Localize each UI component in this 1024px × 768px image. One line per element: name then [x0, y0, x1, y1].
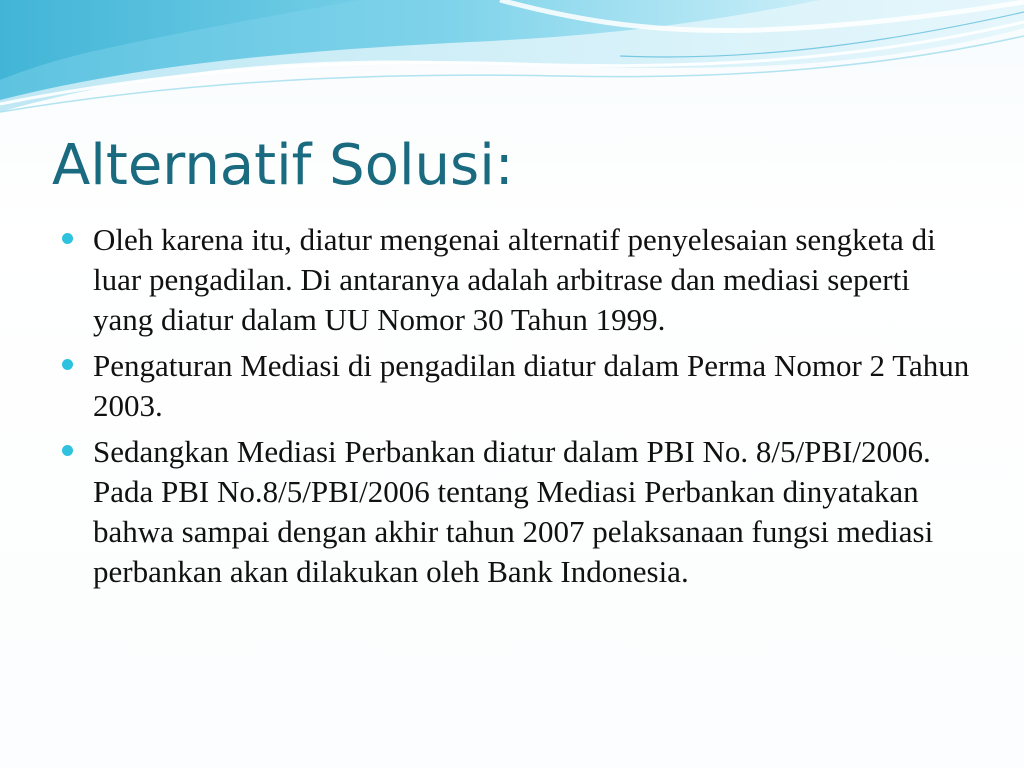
- bullet-item: [62, 220, 974, 340]
- bullet-text: Pengaturan Mediasi di pengadilan diatur dalam Perma Nomor 2 Tahun 2003.: [93, 348, 970, 423]
- bullet-text: Oleh karena itu, diatur mengenai alternatif penyelesaian sengketa di luar pengadilan. Di antaranya adalah arbitrase dan mediasi seperti yang diatur dalam UU Nomor 30 Tahun 1999.: [93, 222, 936, 337]
- header-wave-decoration: [0, 0, 1024, 130]
- bullet-item: [62, 346, 974, 426]
- bullet-list: [62, 220, 974, 598]
- bullet-dot-icon: [62, 445, 73, 456]
- bullet-text: Sedangkan Mediasi Perbankan diatur dalam PBI No. 8/5/PBI/2006. Pada PBI No.8/5/PBI/2006 tentang Mediasi Perbankan dinyatakan bahwa sampai dengan akhir tahun 2007 pelaksanaan fungsi mediasi perbankan akan dilakukan oleh Bank Indonesia.: [93, 434, 934, 589]
- bullet-item: [62, 432, 974, 592]
- bullet-dot-icon: [62, 359, 73, 370]
- slide-title: Alternatif Solusi:: [52, 133, 514, 198]
- bullet-dot-icon: [62, 233, 73, 244]
